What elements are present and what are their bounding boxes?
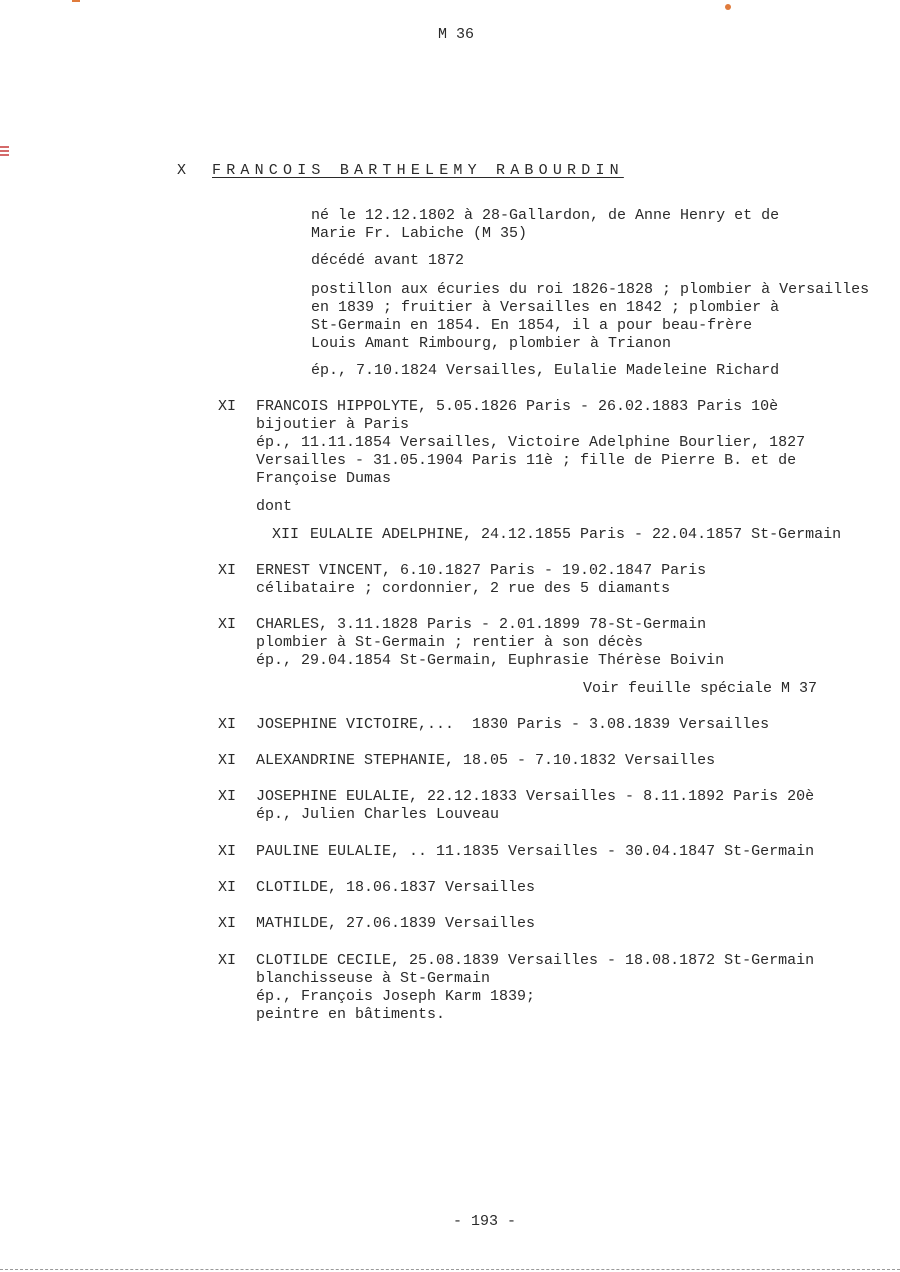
text-line: JOSEPHINE VICTOIRE,... 1830 Paris - 3.08.1839 Versailles (256, 716, 770, 733)
child-entry (256, 716, 769, 734)
ink-dot (725, 4, 731, 10)
main-person-marriage (311, 362, 779, 380)
text-line: ép., 11.11.1854 Versailles, Victoire Adelphine Bourlier, 1827 (256, 434, 806, 451)
child-generation: XI (218, 716, 237, 733)
page-number: - 193 - (453, 1213, 517, 1230)
child-generation: XI (218, 398, 237, 415)
text-line: ERNEST VINCENT, 6.10.1827 Paris - 19.02.1847 Paris (256, 562, 707, 579)
child-generation: XI (218, 616, 237, 633)
text-line: célibataire ; cordonnier, 2 rue des 5 diamants (256, 580, 671, 597)
main-person-birth (311, 207, 779, 243)
main-person-career (311, 281, 869, 353)
grandchild-generation: XII (272, 526, 300, 543)
child-entry (256, 562, 706, 598)
heading-name: FRANCOIS BARTHELEMY RABOURDIN (212, 162, 624, 179)
grandchild-entry: EULALIE ADELPHINE, 24.12.1855 Paris - 22.04.1857 St-Germain (310, 526, 842, 543)
child-generation: XI (218, 752, 237, 769)
child-entry (256, 952, 814, 1024)
text-line: FRANCOIS HIPPOLYTE, 5.05.1826 Paris - 26.02.1883 Paris 10è (256, 398, 779, 415)
text-line: décédé avant 1872 (311, 252, 465, 269)
text-line: né le 12.12.1802 à 28-Gallardon, de Anne Henry et de (311, 207, 780, 224)
child-generation: XI (218, 843, 237, 860)
child-generation: XI (218, 788, 237, 805)
text-line: Marie Fr. Labiche (M 35) (311, 225, 528, 242)
child-generation: XI (218, 915, 237, 932)
main-person-death (311, 252, 464, 270)
text-line: plombier à St-Germain ; rentier à son décès (256, 634, 644, 651)
text-line: peintre en bâtiments. (256, 1006, 446, 1023)
text-line: CHARLES, 3.11.1828 Paris - 2.01.1899 78-St-Germain (256, 616, 707, 633)
margin-mark (0, 146, 9, 156)
text-line: Françoise Dumas (256, 470, 392, 487)
child-generation: XI (218, 879, 237, 896)
text-line: ép., Julien Charles Louveau (256, 806, 500, 823)
text-line: St-Germain en 1854. En 1854, il a pour beau-frère (311, 317, 753, 334)
text-line: ALEXANDRINE STEPHANIE, 18.05 - 7.10.1832 Versailles (256, 752, 716, 769)
child-entry (256, 398, 805, 488)
child-entry (256, 752, 715, 770)
margin-mark (72, 0, 80, 2)
text-line: ép., 29.04.1854 St-Germain, Euphrasie Thérèse Boivin (256, 652, 725, 669)
child-entry (256, 915, 535, 933)
text-line: MATHILDE, 27.06.1839 Versailles (256, 915, 536, 932)
child-generation: XI (218, 952, 237, 969)
child-entry (256, 843, 814, 861)
text-line: CLOTILDE CECILE, 25.08.1839 Versailles - 18.08.1872 St-Germain (256, 952, 815, 969)
text-line: ép., 7.10.1824 Versailles, Eulalie Madeleine Richard (311, 362, 780, 379)
text-line: en 1839 ; fruitier à Versailles en 1842 ; plombier à (311, 299, 780, 316)
bottom-edge-line (0, 1269, 900, 1270)
heading-generation: X (177, 162, 187, 179)
text-line: bijoutier à Paris (256, 416, 410, 433)
child-generation: XI (218, 562, 237, 579)
text-line: Versailles - 31.05.1904 Paris 11è ; fille de Pierre B. et de (256, 452, 797, 469)
text-line: PAULINE EULALIE, .. 11.1835 Versailles - 30.04.1847 St-Germain (256, 843, 815, 860)
text-line: dont (256, 498, 293, 515)
text-line: blanchisseuse à St-Germain (256, 970, 491, 987)
text-line: ép., François Joseph Karm 1839; (256, 988, 536, 1005)
text-line: Louis Amant Rimbourg, plombier à Trianon (311, 335, 672, 352)
dont-label (256, 498, 292, 516)
child-entry (256, 879, 535, 897)
text-line: postillon aux écuries du roi 1826-1828 ; plombier à Versailles (311, 281, 870, 298)
text-line: JOSEPHINE EULALIE, 22.12.1833 Versailles - 8.11.1892 Paris 20è (256, 788, 815, 805)
child-entry (256, 616, 724, 670)
text-line: CLOTILDE, 18.06.1837 Versailles (256, 879, 536, 896)
see-also-note: Voir feuille spéciale M 37 (583, 680, 818, 697)
page-reference: M 36 (438, 26, 475, 43)
child-entry (256, 788, 814, 824)
